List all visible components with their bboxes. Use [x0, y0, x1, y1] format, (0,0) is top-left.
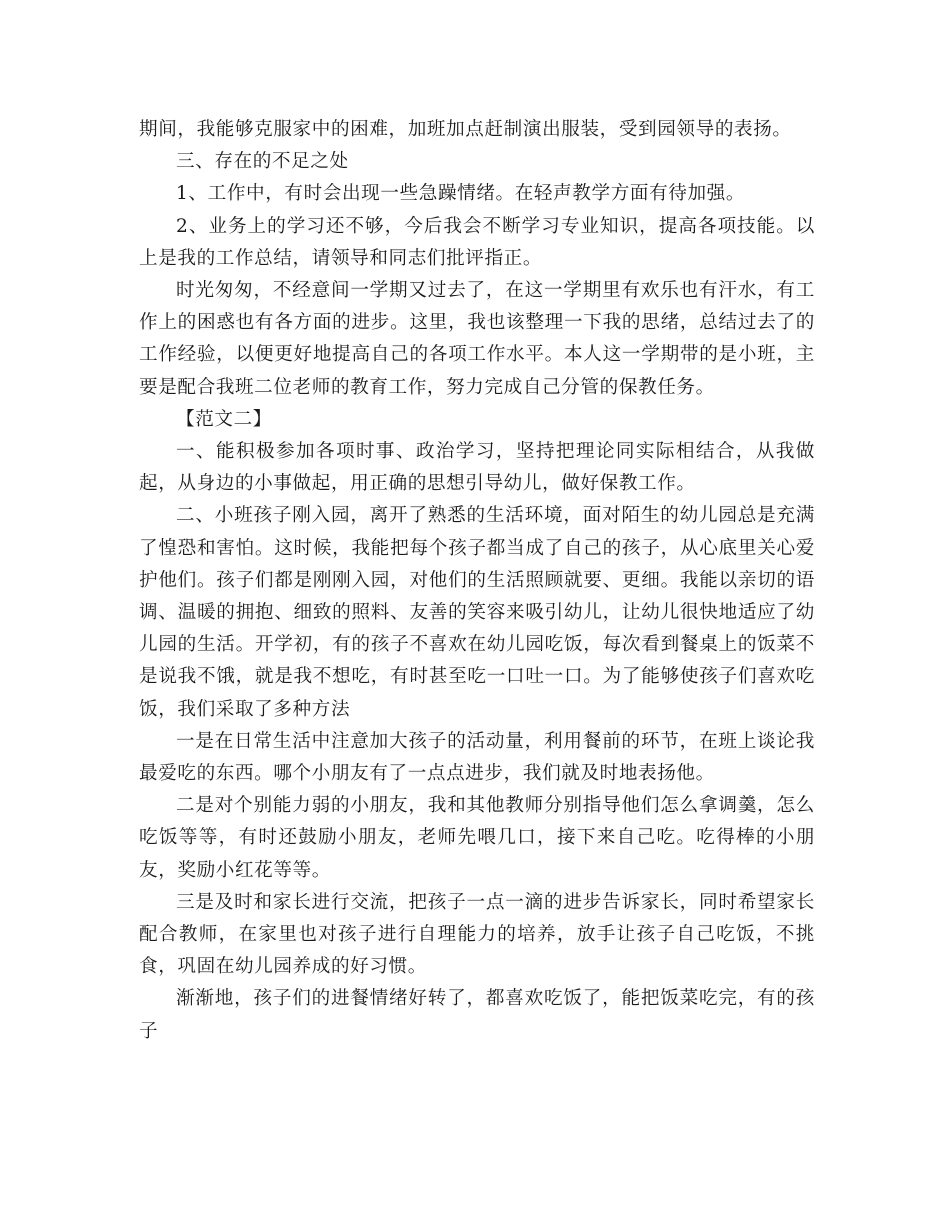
- paragraph-1: 期间，我能够克服家中的困难，加班加点赶制演出服装，受到园领导的表扬。: [139, 119, 792, 140]
- section-heading-shortcomings: 三、存在的不足之处: [176, 151, 349, 173]
- paragraph-10: 二是对个别能力弱的小朋友，我和其他教师分别指导他们怎么拿调羹，怎么吃饭等等，有时还鼓励小朋友，老师先喂几口，接下来自己吃。吃得棒的小朋友，奖励小红花等等。: [139, 795, 815, 881]
- sample-heading: 【范文二】: [176, 408, 272, 430]
- paragraph-11: 三是及时和家长进行交流，把孩子一点一滴的进步告诉家长，同时希望家长配合教师，在家里也对孩子进行自理能力的培养，放手让孩子自己吃饭，不挑食，巩固在幼儿园养成的好习惯。: [139, 891, 815, 978]
- paragraph-3: 1、工作中，有时会出现一些急躁情绪。在轻声教学方面有待加强。: [176, 183, 746, 205]
- document-page: [139, 114, 815, 1048]
- paragraph-9: 一是在日常生活中注意加大孩子的活动量，利用餐前的环节，在班上谈论我最爱吃的东西。哪个小朋友有了一点点进步，我们就及时地表扬他。: [139, 730, 815, 785]
- paragraph-5: 时光匆匆，不经意间一学期又过去了，在这一学期里有欢乐也有汗水，有工作上的困惑也有各方面的进步。这里，我也该整理一下我的思绪，总结过去了的工作经验，以便更好地提高自己的各项工作水平。本人这一学期带的是小班，主要是配合我班二位老师的教育工作，努力完成自己分管的保教任务。: [139, 280, 815, 398]
- paragraph-4: 2、业务上的学习还不够，今后我会不断学习专业知识，提高各项技能。以上是我的工作总结，请领导和同志们批评指正。: [139, 215, 815, 269]
- paragraph-12: 渐渐地，孩子们的进餐情绪好转了，都喜欢吃饭了，能把饭菜吃完，有的孩子: [139, 988, 815, 1042]
- paragraph-7: 一、能积极参加各项时事、政治学习，坚持把理论同实际相结合，从我做起，从身边的小事做起，用正确的思想引导幼儿，做好保教工作。: [139, 441, 815, 495]
- paragraph-8: 二、小班孩子刚入园，离开了熟悉的生活环境，面对陌生的幼儿园总是充满了惶恐和害怕。这时候，我能把每个孩子都当成了自己的孩子，从心底里关心爱护他们。孩子们都是刚刚入园，对他们的生活照顾就要、更细。我能以亲切的语调、温暖的拥抱、细致的照料、友善的笑容来吸引幼儿，让幼儿很快地适应了幼儿园的生活。开学初，有的孩子不喜欢在幼儿园吃饭，每次看到餐桌上的饭菜不是说我不饿，就是我不想吃，有时甚至吃一口吐一口。为了能够使孩子们喜欢吃饭，我们采取了多种方法: [139, 505, 815, 720]
